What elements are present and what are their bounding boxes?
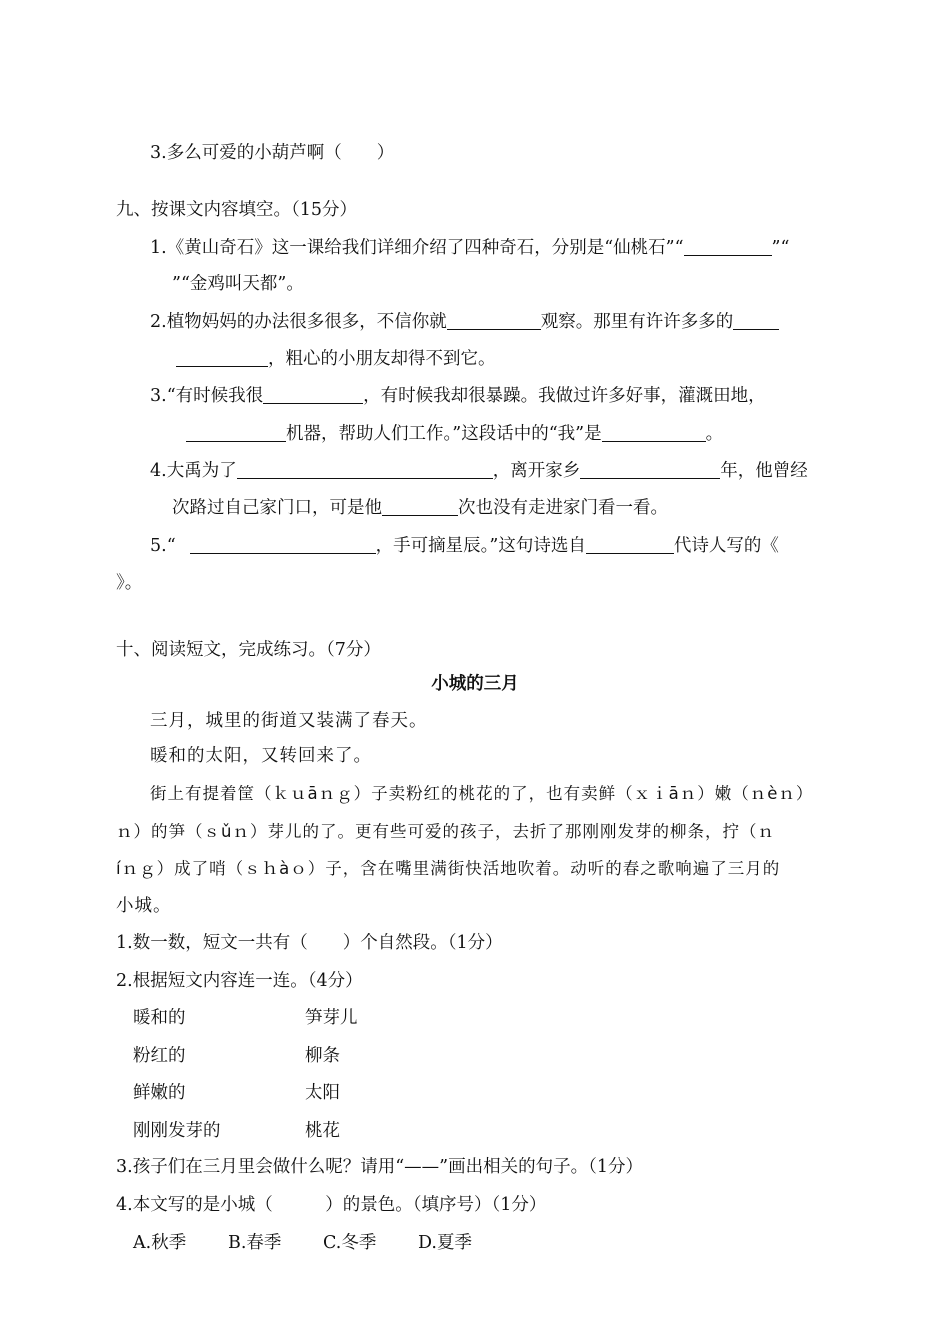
passage-paragraph-3-line-2: ｎ）的笋（ｓǔｎ）芽儿的了。更有些可爱的孩子，去折了那刚刚发芽的柳条，拧（ｎ	[116, 822, 775, 841]
s9-item-3-text-a: 3.“有时候我很	[150, 386, 264, 406]
s9-item-2-line-2	[176, 347, 496, 371]
s9-item-4-text-d: 次路过自己家门口，可是他	[172, 498, 382, 518]
passage-paragraph-3-line-3: íｎｇ）成了哨（ｓｈàｏ）子，含在嘴里满街快活地吹着。动听的春之歌响遍了三月的	[116, 859, 781, 878]
match-left-1[interactable]: 暖和的	[133, 1008, 186, 1028]
s9-item-1-text-c: ”“金鸡叫天都”。	[172, 274, 304, 294]
section-9-title: 九、按课文内容填空。（15分）	[116, 200, 358, 220]
s9-item-5-text-a: 5.“	[150, 536, 176, 556]
s9-item-2-text-a: 2.植物妈妈的办法很多很多，不信你就	[150, 312, 447, 332]
option-a[interactable]: A.秋季	[133, 1233, 187, 1253]
s9-item-2-text-b: 观察。那里有许许多多的	[540, 312, 734, 332]
blank[interactable]	[733, 311, 779, 330]
option-c[interactable]: C.冬季	[323, 1233, 377, 1253]
passage-paragraph-1: 三月，城里的街道又装满了春天。	[150, 711, 428, 731]
question-4: 4.本文写的是小城（ ）的景色。（填序号）（1分）	[116, 1195, 547, 1215]
s9-item-3-line-1	[150, 384, 766, 408]
blank[interactable]	[190, 535, 376, 554]
passage-paragraph-3-line-1: 街上有提着筐（ｋｕāｎｇ）子卖粉红的桃花的了，也有卖鲜（ｘｉāｎ）嫩（ｎèｎ）	[150, 784, 814, 803]
s9-item-4-text-c: 年，他曾经	[720, 461, 808, 481]
s9-item-2-text-c: ，粗心的小朋友却得不到它。	[268, 349, 496, 369]
s9-item-5-line-2	[116, 571, 142, 595]
question-2: 2.根据短文内容连一连。（4分）	[116, 971, 363, 991]
blank[interactable]	[263, 385, 363, 404]
match-left-3[interactable]: 鲜嫩的	[133, 1083, 186, 1103]
s9-item-5-line-1	[150, 534, 779, 558]
match-left-2[interactable]: 粉红的	[133, 1046, 186, 1066]
s9-item-4-text-a: 4.大禹为了	[150, 461, 237, 481]
blank[interactable]	[586, 535, 674, 554]
s9-item-5-text-b: ，手可摘星辰。”这句诗选自	[375, 536, 586, 556]
s9-item-4-line-2	[172, 496, 668, 520]
s9-item-3-text-c: 机器，帮助人们工作。”这段话中的“我”是	[286, 424, 602, 444]
blank[interactable]	[602, 423, 706, 442]
s9-item-1-text-b: ”“	[771, 238, 790, 258]
blank[interactable]	[447, 311, 541, 330]
s9-item-3-text-d: 。	[705, 424, 724, 444]
section-10-title: 十、阅读短文，完成练习。（7分）	[116, 640, 381, 660]
question-3: 3.孩子们在三月里会做什么呢？请用“——”画出相关的句子。（1分）	[116, 1157, 643, 1177]
blank[interactable]	[186, 423, 286, 442]
match-right-2[interactable]: 柳条	[305, 1046, 340, 1066]
match-right-1[interactable]: 笋芽儿	[305, 1008, 358, 1028]
s9-item-1-text-a: 1.《黄山奇石》这一课给我们详细介绍了四种奇石，分别是“仙桃石”“	[150, 238, 684, 258]
s9-item-5-text-d: 》。	[116, 573, 143, 593]
s9-item-3-line-2	[186, 422, 723, 446]
s9-item-4-line-1	[150, 459, 808, 483]
blank[interactable]	[684, 237, 772, 256]
s9-item-4-text-b: ，离开家乡	[492, 461, 581, 481]
s9-item-3-text-b: ，有时候我却很暴躁。我做过许多好事，灌溉田地，	[363, 386, 766, 406]
option-d[interactable]: D.夏季	[418, 1233, 472, 1253]
question-1: 1.数一数，短文一共有（ ）个自然段。（1分）	[116, 933, 503, 953]
option-b[interactable]: B.春季	[228, 1233, 282, 1253]
q8-item-3: 3.多么可爱的小葫芦啊（ ）	[150, 143, 395, 163]
passage-paragraph-2: 暖和的太阳，又转回来了。	[150, 746, 372, 766]
s9-item-4-text-e: 次也没有走进家门看一看。	[458, 498, 668, 518]
match-left-4[interactable]: 刚刚发芽的	[133, 1121, 221, 1141]
blank[interactable]	[580, 460, 720, 479]
match-right-3[interactable]: 太阳	[305, 1083, 340, 1103]
passage-paragraph-3-line-4: 小城。	[116, 896, 172, 916]
s9-item-1-line-2	[172, 272, 304, 296]
match-right-4[interactable]: 桃花	[305, 1121, 340, 1141]
passage-title: 小城的三月	[431, 674, 519, 694]
blank[interactable]	[382, 497, 458, 516]
blank[interactable]	[176, 348, 268, 367]
blank[interactable]	[237, 460, 493, 479]
s9-item-5-text-c: 代诗人写的《	[673, 536, 779, 556]
s9-item-1-line-1	[150, 236, 789, 260]
s9-item-2-line-1	[150, 310, 779, 334]
